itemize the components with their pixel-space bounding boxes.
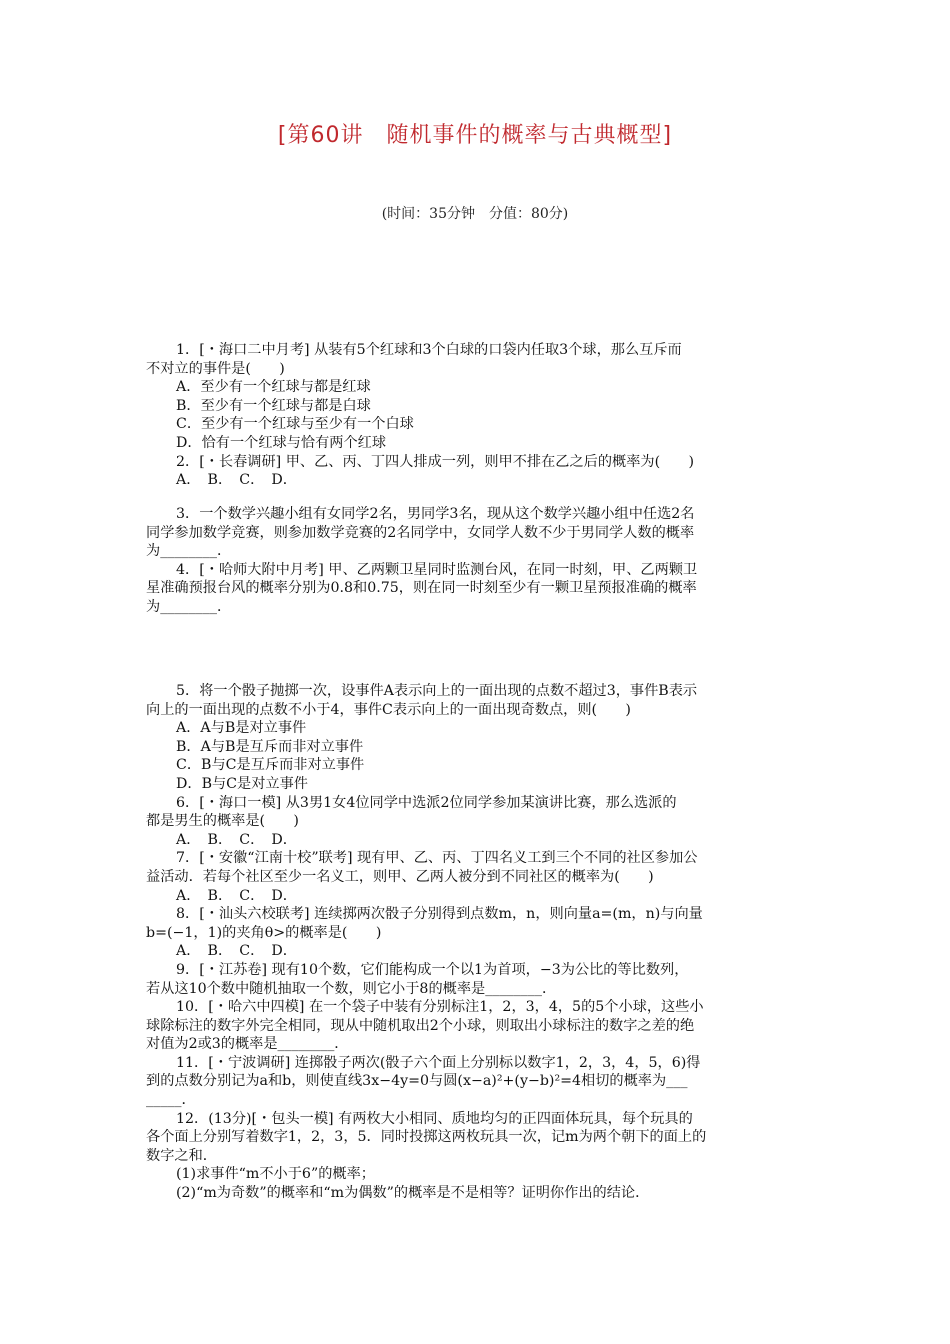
question-block-1 [146,341,808,490]
option-line: B．至少有一个红球与都是白球 [176,397,371,414]
text-line: 若从这10个数中随机抽取一个数，则它小于8的概率是________． [146,980,557,997]
page-title: [第60讲 随机事件的概率与古典概型] [277,123,673,148]
text-line: b=(−1，1)的夹角θ>的概率是( ) [146,924,382,941]
option-line: C．至少有一个红球与至少有一个白球 [176,416,414,433]
text-line: 11．[・宁波调研] 连掷骰子两次(骰子六个面上分别标以数字1，2，3，4，5，6)得 [176,1054,701,1071]
text-line: 为________． [146,543,232,560]
text-line: 6．[・海口一模] 从3男1女4位同学中选派2位同学参加某演讲比赛，那么选派的 [176,794,677,811]
text-line: 4．[・哈师大附中月考] 甲、乙两颗卫星同时监测台风，在同一时刻，甲、乙两颗卫 [176,561,698,578]
text-line: 8．[・汕头六校联考] 连续掷两次骰子分别得到点数m，n，则向量a=(m，n)与向量 [176,906,703,923]
question-block-2 [146,505,808,617]
option-line: A． B． C． D． [176,831,297,848]
text-line: 7．[・安徽“江南十校”联考] 现有甲、乙、丙、丁四名义工到三个不同的社区参加公 [176,850,698,867]
text-line: 2．[・长春调研] 甲、乙、丙、丁四人排成一列，则甲不排在乙之后的概率为( ) [176,453,695,470]
text-line: 对值为2或3的概率是________． [146,1036,349,1053]
option-line: D．恰有一个红球与恰有两个红球 [176,434,387,451]
text-line: 数字之和． [146,1147,217,1164]
text-line: 向上的一面出现的点数不小于4，事件C表示向上的一面出现奇数点，则( ) [146,701,631,718]
text-line: 1．[・海口二中月考] 从装有5个红球和3个白球的口袋内任取3个球，那么互斥而 [176,342,682,358]
text-line: 不对立的事件是( ) [146,360,285,377]
option-line: C．B与C是互斥而非对立事件 [176,757,365,774]
option-line: D．B与C是对立事件 [176,775,308,792]
option-line: A．A与B是对立事件 [176,720,307,737]
option-line: A． B． C． D． [176,943,297,960]
option-line: B．A与B是互斥而非对立事件 [176,738,364,755]
text-line: 到的点数分别记为a和b，则使直线3x−4y=0与圆(x−a)²+(y−b)²=4相切的概率为___ [146,1073,688,1090]
text-line: 5．将一个骰子抛掷一次，设事件A表示向上的一面出现的点数不超过3，事件B表示 [176,683,698,699]
time-score-info: (时间：35分钟 分值：80分) [381,206,569,222]
text-line: (1)求事件“m不小于6”的概率； [176,1166,375,1183]
text-line: 都是男生的概率是( ) [146,813,299,830]
text-line: 星准确预报台风的概率分别为0.8和0.75，则在同一时刻至少有一颗卫星预报准确的概率 [146,580,697,597]
text-line: 球除标注的数字外完全相同，现从中随机取出2个小球，则取出小球标注的数字之差的绝 [146,1017,695,1034]
text-line: _____． [146,1092,196,1109]
text-line: 同学参加数学竞赛，则参加数学竞赛的2名同学中，女同学人数不少于男同学人数的概率 [146,524,695,541]
text-line: 10．[・哈六中四模] 在一个袋子中装有分别标注1，2，3，4，5的5个小球，这些小 [176,999,704,1016]
text-line: 12．(13分)[・包头一模] 有两枚大小相同、质地均匀的正四面体玩具，每个玩具的 [176,1110,693,1127]
text-line: 3．一个数学兴趣小组有女同学2名，男同学3名，现从这个数学兴趣小组中任选2名 [176,506,695,522]
option-line: A． B． C． D． [176,887,297,904]
option-line: A． B． C． D． [176,472,297,489]
text-line: 益活动．若每个社区至少一名义工，则甲、乙两人被分到不同社区的概率为( ) [146,868,654,885]
text-line: 各个面上分别写着数字1，2，3，5．同时投掷这两枚玩具一次，记m为两个朝下的面上的 [146,1129,707,1146]
option-line: A．至少有一个红球与都是红球 [176,379,371,396]
text-line: (2)“m为奇数”的概率和“m为偶数”的概率是不是相等？证明你作出的结论． [176,1185,650,1202]
text-line: 9．[・江苏卷] 现有10个数，它们能构成一个以1为首项，−3为公比的等比数列， [176,961,689,978]
text-line: 为________． [146,598,232,615]
question-block-3 [146,682,808,1203]
